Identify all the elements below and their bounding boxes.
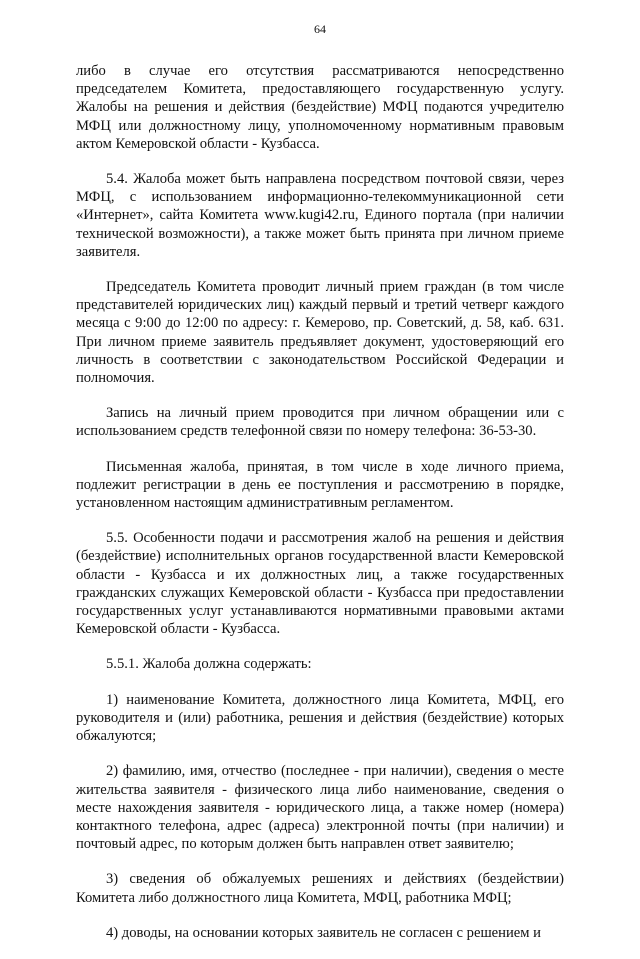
paragraph-5-5-1: 5.5.1. Жалоба должна содержать: <box>106 656 312 673</box>
document-body <box>76 62 564 959</box>
list-item-3: 3) сведения об обжалуемых решениях и действиях (бездействии) Комитета либо должностного лица Комитета, МФЦ, работника МФЦ; <box>76 871 564 906</box>
list-item-1: 1) наименование Комитета, должностного лица Комитета, МФЦ, его руководителя и (или) работника, решения и действия (бездействие) которых обжалуются; <box>76 691 564 745</box>
list-item-4: 4) доводы, на основании которых заявитель не согласен с решением и <box>106 924 541 941</box>
paragraph-5-4: 5.4. Жалоба может быть направлена посредством почтовой связи, через МФЦ, с использованием информационно-телекоммуникационной сети «Интернет», сайта Комитета www.kugi42.ru, Единого портала (при наличии технической возможности), а также может быть принята при личном приеме заявителя. <box>76 171 564 260</box>
paragraph-continuation: либо в случае его отсутствия рассматриваются непосредственно председателем Комитета, предоставляющего государственную услугу. Жалобы на решения и действия (бездействие) МФЦ подаются учредителю МФЦ или должностному лицу, уполномоченному нормативным правовым актом Кемеровской области - Кузбасса. <box>76 63 564 152</box>
paragraph-5-5: 5.5. Особенности подачи и рассмотрения жалоб на решения и действия (бездействие) исполнительных органов государственной власти Кемеровской области - Кузбасса и их должностных лиц, а также государственных гражданских служащих Кемеровской области - Кузбасса при предоставлении государственных услуг устанавливаются нормативными правовыми актами Кемеровской области - Кузбасса. <box>76 530 564 638</box>
paragraph-written-complaint: Письменная жалоба, принятая, в том числе в ходе личного приема, подлежит регистрации в день ее поступления и рассмотрению в порядке, установленном настоящим административным регламентом. <box>76 458 564 512</box>
paragraph-personal-reception: Председатель Комитета проводит личный прием граждан (в том числе представителей юридических лиц) каждый первый и третий четверг каждого месяца с 9:00 до 12:00 по адресу: г. Кемерово, пр. Советский, д. 58, каб. 631. При личном приеме заявитель предъявляет документ, удостоверяющий его личность в соответствии с законодательством Российской Федерации и полномочия. <box>76 279 564 387</box>
paragraph-appointment: Запись на личный прием проводится при личном обращении или с использованием средств телефонной связи по номеру телефона: 36-53-30. <box>76 405 564 440</box>
list-item-2: 2) фамилию, имя, отчество (последнее - при наличии), сведения о месте жительства заявителя - физического лица либо наименование, сведения о месте нахождения заявителя - юридического лица, а также номер (номера) контактного телефона, адрес (адреса) электронной почты (при наличии) и почтовый адрес, по которым должен быть направлен ответ заявителю; <box>76 763 564 853</box>
page-number: 64 <box>314 22 326 36</box>
